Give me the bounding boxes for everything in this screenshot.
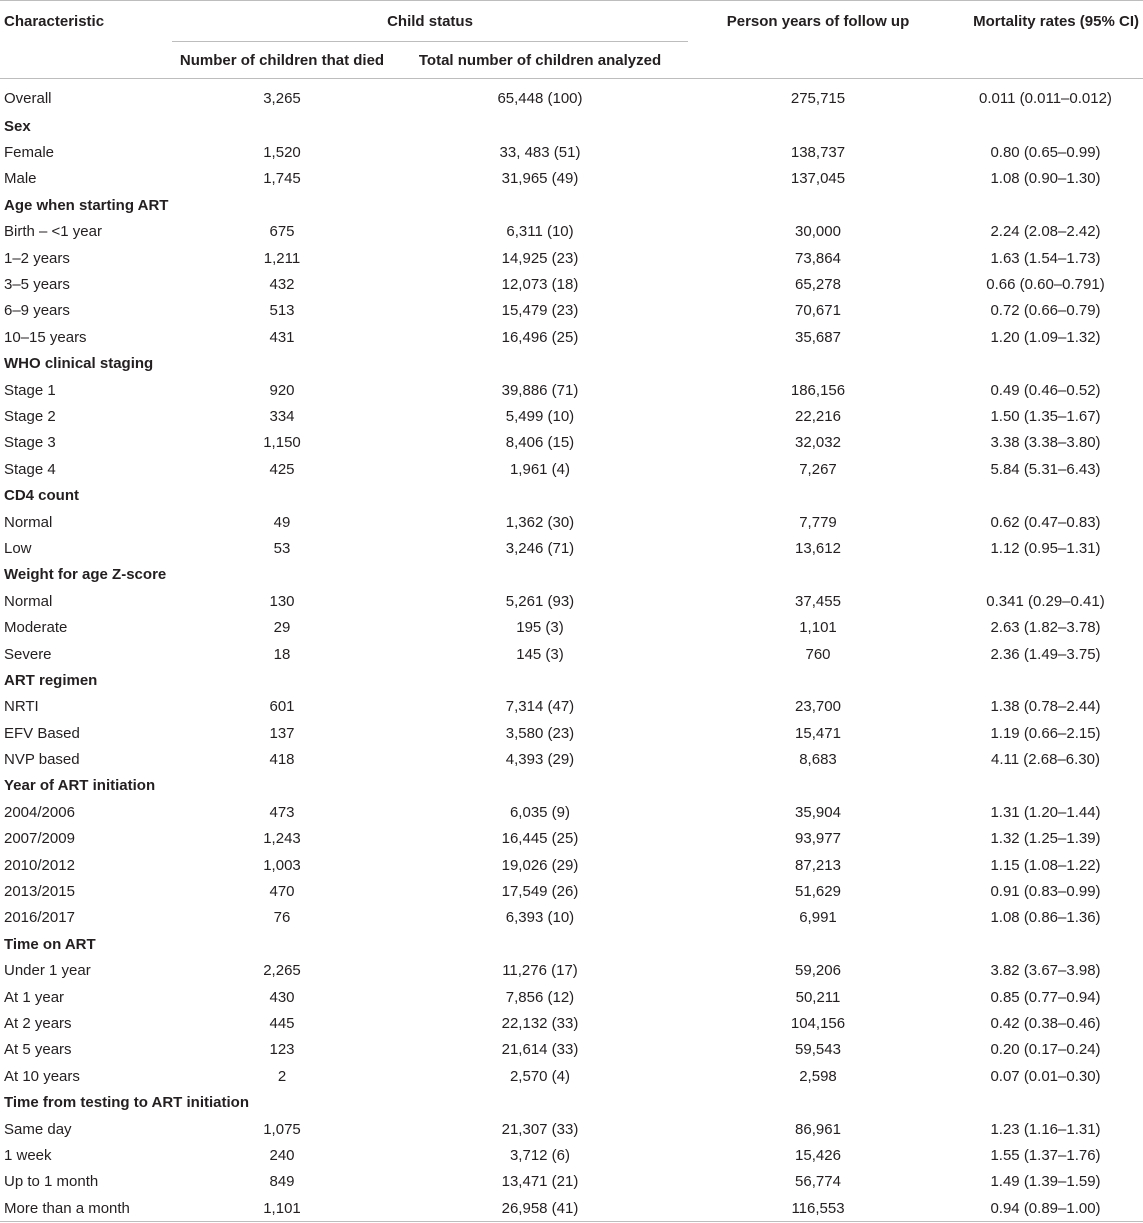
mortality-rate-cell: 1.12 (0.95–1.31) xyxy=(990,539,1101,557)
children-died-cell: 1,520 xyxy=(263,144,301,162)
mortality-rate-cell: 0.49 (0.46–0.52) xyxy=(990,381,1101,399)
table-row xyxy=(0,1169,1143,1195)
mortality-rate-cell: 1.08 (0.86–1.36) xyxy=(990,909,1101,927)
row-label: At 10 years xyxy=(4,1067,80,1085)
table-row xyxy=(0,1195,1143,1222)
row-label: Same day xyxy=(4,1120,72,1138)
section-header-row xyxy=(0,113,1143,139)
row-label: More than a month xyxy=(0,1195,172,1222)
section-header-row xyxy=(0,773,1143,799)
row-label: Low xyxy=(4,539,32,557)
children-analyzed-cell: 13,471 (21) xyxy=(501,1173,579,1191)
row-label: Stage 1 xyxy=(4,381,56,399)
row-label: Moderate xyxy=(4,619,68,637)
children-died-cell: 1,243 xyxy=(263,830,301,848)
children-died-cell: 1,101 xyxy=(172,1195,392,1222)
children-analyzed-cell: 4,393 (29) xyxy=(505,751,575,769)
person-years-cell: 51,629 xyxy=(795,883,841,901)
children-died-cell: 29 xyxy=(273,619,291,637)
table-row xyxy=(0,694,1143,720)
children-died-cell: 418 xyxy=(269,751,295,769)
children-analyzed-cell: 21,614 (33) xyxy=(501,1041,579,1059)
children-died-cell: 601 xyxy=(269,698,295,716)
children-died-cell: 1,075 xyxy=(263,1120,301,1138)
children-died-cell: 334 xyxy=(269,407,295,425)
children-died-cell: 1,745 xyxy=(263,170,301,188)
children-died-cell: 430 xyxy=(269,988,295,1006)
row-label: NVP based xyxy=(4,751,80,769)
person-years-cell: 86,961 xyxy=(795,1120,841,1138)
children-analyzed-cell: 6,035 (9) xyxy=(509,803,571,821)
children-analyzed-cell: 3,580 (23) xyxy=(505,724,575,742)
table-row xyxy=(0,588,1143,614)
children-analyzed-cell: 195 (3) xyxy=(516,619,564,637)
table-row xyxy=(0,1010,1143,1036)
mortality-rate-cell: 0.07 (0.01–0.30) xyxy=(990,1067,1101,1085)
mortality-rate-cell: 0.42 (0.38–0.46) xyxy=(990,1014,1101,1032)
children-analyzed-cell: 33, 483 (51) xyxy=(499,144,581,162)
person-years-cell: 8,683 xyxy=(799,751,837,769)
mortality-rate-cell: 1.31 (1.20–1.44) xyxy=(990,803,1101,821)
table-row xyxy=(0,720,1143,746)
header-characteristic: Characteristic xyxy=(4,13,105,30)
person-years-cell: 275,715 xyxy=(790,89,846,107)
row-label: 2004/2006 xyxy=(4,803,75,821)
header-children-died: Number of children that died xyxy=(172,42,392,79)
children-analyzed-cell: 22,132 (33) xyxy=(501,1014,579,1032)
row-label: Female xyxy=(4,144,55,162)
row-label: 3–5 years xyxy=(4,276,70,294)
children-analyzed-cell: 39,886 (71) xyxy=(501,381,579,399)
row-label: Normal xyxy=(4,513,53,531)
children-analyzed-cell: 5,499 (10) xyxy=(505,407,575,425)
mortality-rate-cell: 1.19 (0.66–2.15) xyxy=(990,724,1101,742)
row-label: Stage 3 xyxy=(4,434,56,452)
table-row xyxy=(0,826,1143,852)
person-years-cell: 59,206 xyxy=(795,962,841,980)
mortality-rate-cell: 0.94 (0.89–1.00) xyxy=(948,1195,1143,1222)
row-label: At 5 years xyxy=(4,1041,72,1059)
section-label: Age when starting ART xyxy=(4,196,169,214)
person-years-cell: 59,543 xyxy=(795,1041,841,1059)
children-died-cell: 431 xyxy=(269,328,295,346)
table-row xyxy=(0,984,1143,1010)
mortality-rate-cell: 2.63 (1.82–3.78) xyxy=(990,619,1101,637)
mortality-rate-cell: 1.15 (1.08–1.22) xyxy=(990,856,1101,874)
row-label: NRTI xyxy=(4,698,39,716)
table-row xyxy=(0,271,1143,297)
children-died-cell: 1,003 xyxy=(263,856,301,874)
person-years-cell: 32,032 xyxy=(795,434,841,452)
children-died-cell: 1,150 xyxy=(263,434,301,452)
children-died-cell: 675 xyxy=(269,223,295,241)
section-header-row xyxy=(0,351,1143,377)
mortality-rate-cell: 0.341 (0.29–0.41) xyxy=(986,592,1105,610)
row-label: At 1 year xyxy=(4,988,65,1006)
table-body xyxy=(0,79,1143,1222)
children-died-cell: 473 xyxy=(269,803,295,821)
person-years-cell: 70,671 xyxy=(795,302,841,320)
table-row xyxy=(0,1116,1143,1142)
mortality-rate-cell: 1.49 (1.39–1.59) xyxy=(990,1173,1101,1191)
table-row xyxy=(0,1037,1143,1063)
mortality-rate-cell: 0.62 (0.47–0.83) xyxy=(990,513,1101,531)
mortality-rate-cell: 1.08 (0.90–1.30) xyxy=(990,170,1101,188)
row-label: Stage 4 xyxy=(4,460,56,478)
table-row xyxy=(0,878,1143,904)
table-row xyxy=(0,799,1143,825)
row-label: Under 1 year xyxy=(4,962,91,980)
header-children-analyzed: Total number of children analyzed xyxy=(392,42,688,79)
row-label: EFV Based xyxy=(4,724,80,742)
children-died-cell: 3,265 xyxy=(263,89,301,107)
mortality-rate-cell: 1.50 (1.35–1.67) xyxy=(990,407,1101,425)
children-died-cell: 2,265 xyxy=(263,962,301,980)
children-analyzed-cell: 19,026 (29) xyxy=(501,856,579,874)
children-analyzed-cell: 15,479 (23) xyxy=(501,302,579,320)
person-years-cell: 22,216 xyxy=(795,407,841,425)
table-row xyxy=(0,245,1143,271)
section-label: Year of ART initiation xyxy=(4,777,156,795)
mortality-rate-cell: 5.84 (5.31–6.43) xyxy=(990,460,1101,478)
person-years-cell: 7,267 xyxy=(799,460,837,478)
table-row xyxy=(0,746,1143,772)
header-mortality-rates: Mortality rates (95% CI) xyxy=(973,13,1139,30)
children-died-cell: 849 xyxy=(269,1173,295,1191)
row-label: At 2 years xyxy=(4,1014,72,1032)
mortality-rate-cell: 0.80 (0.65–0.99) xyxy=(990,144,1101,162)
table-row xyxy=(0,377,1143,403)
children-died-cell: 123 xyxy=(269,1041,295,1059)
table-row xyxy=(0,430,1143,456)
children-analyzed-cell: 14,925 (23) xyxy=(501,249,579,267)
children-analyzed-cell: 7,856 (12) xyxy=(505,988,575,1006)
mortality-rate-cell: 3.82 (3.67–3.98) xyxy=(990,962,1101,980)
person-years-cell: 760 xyxy=(805,645,831,663)
table-row xyxy=(0,509,1143,535)
table-row xyxy=(0,403,1143,429)
row-label: 10–15 years xyxy=(4,328,87,346)
mortality-rate-cell: 1.23 (1.16–1.31) xyxy=(990,1120,1101,1138)
mortality-rate-cell: 1.32 (1.25–1.39) xyxy=(990,830,1101,848)
row-label: 2013/2015 xyxy=(4,883,75,901)
row-label: Overall xyxy=(4,89,52,107)
section-label: ART regimen xyxy=(4,671,98,689)
children-analyzed-cell: 2,570 (4) xyxy=(509,1067,571,1085)
children-analyzed-cell: 16,496 (25) xyxy=(501,328,579,346)
children-died-cell: 76 xyxy=(273,909,291,927)
children-analyzed-cell: 145 (3) xyxy=(516,645,564,663)
person-years-cell: 15,471 xyxy=(795,724,841,742)
person-years-cell: 104,156 xyxy=(790,1014,846,1032)
children-died-cell: 470 xyxy=(269,883,295,901)
children-analyzed-cell: 8,406 (15) xyxy=(505,434,575,452)
children-died-cell: 49 xyxy=(273,513,291,531)
person-years-cell: 23,700 xyxy=(795,698,841,716)
children-analyzed-cell: 11,276 (17) xyxy=(502,962,578,980)
person-years-cell: 6,991 xyxy=(799,909,837,927)
section-header-row xyxy=(0,562,1143,588)
table-row xyxy=(0,166,1143,192)
children-died-cell: 2 xyxy=(277,1067,287,1085)
children-died-cell: 920 xyxy=(269,381,295,399)
mortality-rate-cell: 1.63 (1.54–1.73) xyxy=(990,249,1101,267)
row-label: 6–9 years xyxy=(4,302,70,320)
table-row xyxy=(0,535,1143,561)
row-label: 1–2 years xyxy=(4,249,70,267)
person-years-cell: 15,426 xyxy=(795,1146,841,1164)
table-header xyxy=(0,1,1143,79)
person-years-cell: 116,553 xyxy=(688,1195,948,1222)
children-analyzed-cell: 1,362 (30) xyxy=(505,513,575,531)
mortality-rate-cell: 0.91 (0.83–0.99) xyxy=(990,883,1101,901)
section-label: WHO clinical staging xyxy=(4,355,154,373)
children-died-cell: 432 xyxy=(269,276,295,294)
person-years-cell: 137,045 xyxy=(790,170,846,188)
children-died-cell: 1,211 xyxy=(263,249,301,267)
children-died-cell: 137 xyxy=(269,724,295,742)
section-header-row xyxy=(0,667,1143,693)
table-row xyxy=(0,905,1143,931)
row-label: Up to 1 month xyxy=(4,1173,99,1191)
children-analyzed-cell: 7,314 (47) xyxy=(505,698,575,716)
row-label: Birth – <1 year xyxy=(4,223,102,241)
row-label: 2010/2012 xyxy=(4,856,75,874)
person-years-cell: 186,156 xyxy=(790,381,846,399)
person-years-cell: 35,904 xyxy=(795,803,841,821)
table-row xyxy=(0,958,1143,984)
children-analyzed-cell: 6,311 (10) xyxy=(506,223,574,241)
table-row xyxy=(0,324,1143,350)
person-years-cell: 138,737 xyxy=(790,144,846,162)
children-died-cell: 445 xyxy=(269,1014,295,1032)
children-analyzed-cell: 1,961 (4) xyxy=(509,460,571,478)
mortality-rate-cell: 0.011 (0.011–0.012) xyxy=(979,89,1112,107)
section-label: Time from testing to ART initiation xyxy=(4,1094,249,1112)
children-analyzed-cell: 31,965 (49) xyxy=(501,170,579,188)
children-analyzed-cell: 5,261 (93) xyxy=(505,592,575,610)
person-years-cell: 93,977 xyxy=(795,830,841,848)
person-years-cell: 1,101 xyxy=(799,619,837,637)
section-label: Time on ART xyxy=(4,935,96,953)
person-years-cell: 7,779 xyxy=(799,513,837,531)
mortality-rate-cell: 0.66 (0.60–0.791) xyxy=(986,276,1105,294)
person-years-cell: 35,687 xyxy=(795,328,841,346)
table-row xyxy=(0,79,1143,114)
section-label: Sex xyxy=(4,117,31,135)
table-row xyxy=(0,456,1143,482)
children-analyzed-cell: 3,712 (6) xyxy=(509,1146,571,1164)
mortality-rate-cell: 4.11 (2.68–6.30) xyxy=(991,751,1100,769)
person-years-cell: 30,000 xyxy=(795,223,841,241)
mortality-rate-cell: 0.20 (0.17–0.24) xyxy=(990,1041,1101,1059)
children-died-cell: 18 xyxy=(273,645,291,663)
children-analyzed-cell: 3,246 (71) xyxy=(505,539,575,557)
person-years-cell: 87,213 xyxy=(795,856,841,874)
children-analyzed-cell: 65,448 (100) xyxy=(497,89,583,107)
person-years-cell: 65,278 xyxy=(795,276,841,294)
person-years-cell: 50,211 xyxy=(795,988,841,1006)
row-label: 2016/2017 xyxy=(4,909,75,927)
mortality-rate-cell: 0.72 (0.66–0.79) xyxy=(990,302,1101,320)
header-child-status: Child status xyxy=(387,12,473,30)
mortality-rate-cell: 3.38 (3.38–3.80) xyxy=(990,434,1101,452)
row-label: 1 week xyxy=(4,1146,52,1164)
children-analyzed-cell: 6,393 (10) xyxy=(505,909,575,927)
children-analyzed-cell: 12,073 (18) xyxy=(501,276,579,294)
person-years-cell: 73,864 xyxy=(795,249,841,267)
mortality-rate-cell: 2.24 (2.08–2.42) xyxy=(990,223,1101,241)
mortality-rate-cell: 2.36 (1.49–3.75) xyxy=(990,645,1101,663)
mortality-rate-cell: 1.20 (1.09–1.32) xyxy=(990,328,1101,346)
children-died-cell: 130 xyxy=(269,592,295,610)
mortality-rate-cell: 1.38 (0.78–2.44) xyxy=(990,698,1101,716)
children-died-cell: 513 xyxy=(269,302,295,320)
children-died-cell: 425 xyxy=(269,460,295,478)
person-years-cell: 56,774 xyxy=(795,1173,841,1191)
section-header-row xyxy=(0,1089,1143,1115)
children-analyzed-cell: 21,307 (33) xyxy=(501,1120,579,1138)
table-row xyxy=(0,219,1143,245)
table-row xyxy=(0,1142,1143,1168)
person-years-cell: 37,455 xyxy=(795,592,841,610)
header-person-years: Person years of follow up xyxy=(726,13,910,30)
row-label: Male xyxy=(4,170,37,188)
table-row xyxy=(0,298,1143,324)
mortality-rate-cell: 1.55 (1.37–1.76) xyxy=(990,1146,1101,1164)
row-label: Normal xyxy=(4,592,53,610)
section-header-row xyxy=(0,192,1143,218)
children-analyzed-cell: 26,958 (41) xyxy=(392,1195,688,1222)
children-analyzed-cell: 16,445 (25) xyxy=(501,830,579,848)
mortality-rate-cell: 0.85 (0.77–0.94) xyxy=(990,988,1101,1006)
children-analyzed-cell: 17,549 (26) xyxy=(501,883,579,901)
table-row xyxy=(0,614,1143,640)
person-years-cell: 13,612 xyxy=(795,539,841,557)
section-header-row xyxy=(0,931,1143,957)
person-years-cell: 2,598 xyxy=(799,1067,837,1085)
section-label: CD4 count xyxy=(4,487,79,505)
section-label: Weight for age Z-score xyxy=(4,566,167,584)
table-row xyxy=(0,139,1143,165)
row-label: Severe xyxy=(4,645,52,663)
children-died-cell: 240 xyxy=(269,1146,295,1164)
table-row xyxy=(0,641,1143,667)
table-row xyxy=(0,852,1143,878)
row-label: 2007/2009 xyxy=(4,830,75,848)
section-header-row xyxy=(0,482,1143,508)
children-died-cell: 53 xyxy=(273,539,291,557)
row-label: Stage 2 xyxy=(4,407,56,425)
table-row xyxy=(0,1063,1143,1089)
